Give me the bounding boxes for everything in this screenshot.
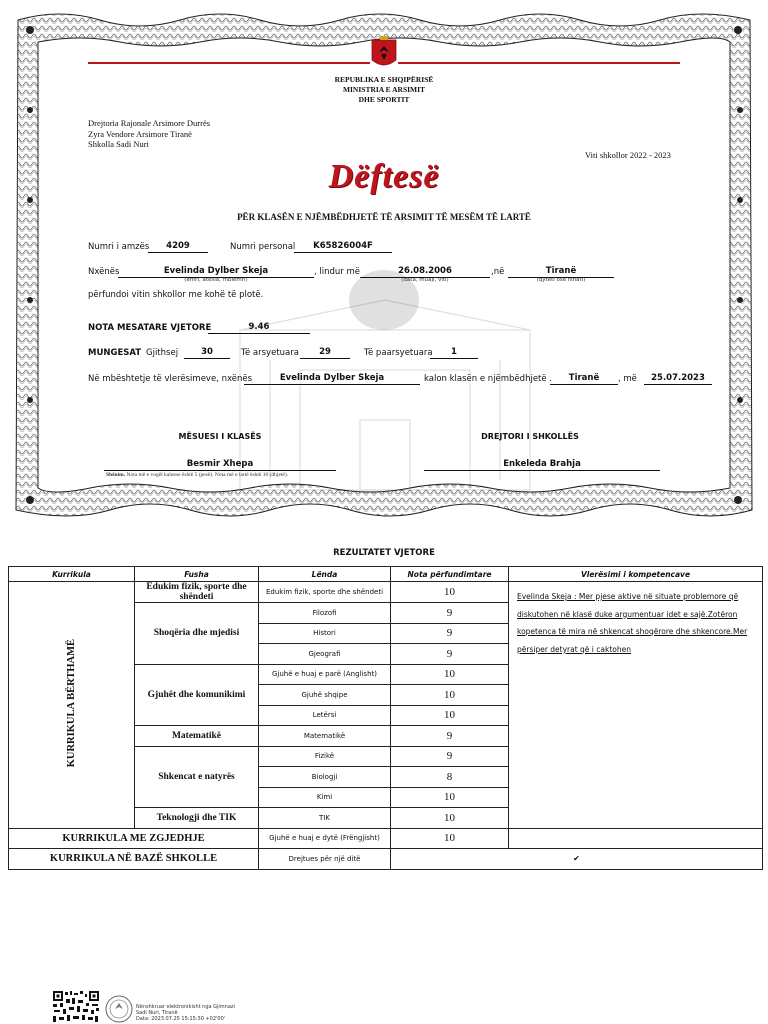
- issue-date: 25.07.2023: [644, 373, 712, 385]
- table-row: [9, 582, 763, 603]
- results-title: REZULTATET VJETORE: [333, 548, 435, 558]
- check-icon: ✔: [391, 849, 763, 870]
- total-value: 30: [184, 347, 230, 359]
- school-year: Viti shkollor 2022 - 2023: [585, 150, 671, 160]
- school-curriculum-label: KURRIKULA NË BAZË SHKOLLE: [9, 849, 259, 870]
- lenda-cell: Gjuhë e huaj e dytë (Frëngjisht): [259, 828, 391, 849]
- born-label: , lindur më: [314, 267, 361, 277]
- e-signature-stamp: [136, 1004, 235, 1022]
- lenda-cell: Gjeografi: [259, 644, 391, 665]
- nota-cell: 10: [391, 808, 509, 829]
- document-title: Dëftesë: [328, 158, 440, 195]
- core-curriculum-label: KURRIKULA BËRTHAMË: [66, 638, 77, 767]
- director-title: DREJTORI I SHKOLLËS: [481, 432, 579, 441]
- nota-cell: 10: [391, 705, 509, 726]
- lenda-cell: Histori: [259, 623, 391, 644]
- issue-place: Tiranë: [550, 373, 618, 385]
- lenda-cell: Edukim fizik, sporte dhe shëndeti: [259, 582, 391, 603]
- director-name: Enkeleda Brahja: [424, 459, 660, 471]
- table-row: [9, 849, 763, 870]
- lenda-cell: Filozofi: [259, 603, 391, 624]
- completed-text: përfundoi vitin shkollor me kohë të plotë.: [88, 290, 264, 300]
- nota-cell: 8: [391, 767, 509, 788]
- stamp-line-3: Data: 2023.07.25 15:15:30 +02'00': [136, 1016, 226, 1022]
- republic-name: REPUBLIKA E SHQIPËRISË: [334, 75, 434, 84]
- personal-label: Numri personal: [230, 242, 296, 252]
- nota-cell: 10: [391, 787, 509, 808]
- based-text: Në mbështetje të vlerësimeve, nxënës: [88, 374, 253, 384]
- albanian-emblem: [372, 36, 396, 65]
- unjustified-value: 1: [430, 347, 478, 359]
- ne-label: ,në: [491, 267, 505, 277]
- personal-value: K65826004F: [294, 241, 392, 253]
- fusha-cell: Shoqëria dhe mjedisi: [135, 603, 259, 665]
- lenda-cell: Fizikë: [259, 746, 391, 767]
- qr-code-icon: [52, 990, 100, 1024]
- header-kurrikula: Kurrikula: [9, 567, 135, 582]
- place-hint: (qyteti ose fshati): [536, 277, 586, 283]
- header-fusha: Fusha: [135, 567, 259, 582]
- stamp-line-2: Sadi Nuri, Tiranë: [136, 1010, 178, 1016]
- average-value: 9.46: [208, 322, 310, 334]
- nxenes-label: Nxënës: [88, 267, 120, 277]
- note: [106, 472, 288, 478]
- based-student-name: Evelinda Dylber Skeja: [244, 373, 420, 385]
- school-name: Shkolla Sadi Nuri: [88, 139, 149, 149]
- office: Zyra Vendore Arsimore Tiranë: [88, 128, 192, 139]
- document-subtitle: PËR KLASËN E NJËMBËDHJETË TË ARSIMIT TË MESËM TË LARTË: [237, 212, 531, 222]
- birth-date: 26.08.2006: [360, 266, 490, 278]
- ministry-name-2: DHE SPORTIT: [358, 95, 410, 104]
- fusha-cell: Teknologji dhe TIK: [135, 808, 259, 829]
- total-label: Gjithsej: [146, 348, 179, 358]
- amzes-value: 4209: [148, 241, 208, 253]
- lenda-cell: TIK: [259, 808, 391, 829]
- nota-cell: 9: [391, 746, 509, 767]
- date-hint: (data, muaji, viti): [401, 277, 449, 283]
- amzes-label: Numri i amzës: [88, 242, 150, 252]
- elective-curriculum-label: KURRIKULA ME ZGJEDHJE: [9, 828, 259, 849]
- red-line-right: [398, 62, 680, 64]
- absences-label: MUNGESAT: [88, 348, 142, 358]
- justified-label: Të arsyetuara: [241, 348, 299, 358]
- government-header: [300, 75, 468, 105]
- red-line-left: [88, 62, 370, 64]
- justified-value: 29: [300, 347, 350, 359]
- lenda-cell: Letërsi: [259, 705, 391, 726]
- results-table: [8, 566, 763, 870]
- ministry-name: MINISTRIA E ARSIMIT: [342, 85, 426, 94]
- fusha-cell: Shkencat e natyrës: [135, 746, 259, 808]
- nota-cell: 9: [391, 726, 509, 747]
- note-text: Nota më e vogël kaluese është 5 (pesë). Nota më e lartë është 10 (dhjetë).: [126, 472, 289, 478]
- note-label: Shënim.: [106, 472, 126, 478]
- me-label: , më: [618, 374, 637, 384]
- nota-cell: 9: [391, 603, 509, 624]
- fusha-cell: Gjuhët dhe komunikimi: [135, 664, 259, 726]
- name-hint: (emri, atësia, mbiemri): [184, 277, 248, 283]
- nota-cell: 10: [391, 582, 509, 603]
- issuer-block: [88, 118, 210, 150]
- nota-cell: 10: [391, 685, 509, 706]
- teacher-title: MËSUESI I KLASËS: [178, 432, 262, 441]
- unjustified-label: Të paarsyetuara: [364, 348, 433, 358]
- lenda-cell: Drejtues për një ditë: [259, 849, 391, 870]
- average-label: NOTA MESATARE VJETORE: [88, 323, 212, 333]
- lenda-cell: Gjuhë shqipe: [259, 685, 391, 706]
- lenda-cell: Matematikë: [259, 726, 391, 747]
- table-row: [9, 828, 763, 849]
- core-curriculum-cell: [9, 582, 135, 829]
- lenda-cell: Biologji: [259, 767, 391, 788]
- header-nota: Nota përfundimtare: [391, 567, 509, 582]
- seal-icon: [104, 994, 134, 1024]
- nota-cell: 10: [391, 664, 509, 685]
- stamp-line-1: Nënshkruar elektronikisht nga Gjimnazi: [136, 1004, 235, 1010]
- header-competences: Vlerësimi i kompetencave: [509, 567, 763, 582]
- competence-assessment: Evelinda Skeja : Mer pjese aktive në situate problemore që diskutohen në klasë duke argumentuar idet e sajë.Zotëron kopetenca të mira në shkencat shoqërore dhe shkencore.Mer përsiper detyrat që i caktohen: [509, 582, 763, 829]
- lenda-cell: Kimi: [259, 787, 391, 808]
- teacher-name: Besmir Xhepa: [104, 459, 336, 471]
- header-lenda: Lënda: [259, 567, 391, 582]
- empty-cell: [509, 828, 763, 849]
- fusha-cell: Matematikë: [135, 726, 259, 747]
- directorate: Drejtoria Rajonale Arsimore Durrës: [88, 118, 211, 128]
- nota-cell: 9: [391, 644, 509, 665]
- birth-place: Tiranë: [508, 266, 614, 278]
- nota-cell: 10: [391, 828, 509, 849]
- passed-text: kalon klasën e njëmbëdhjetë .: [424, 374, 553, 384]
- student-name: Evelinda Dylber Skeja: [118, 266, 314, 278]
- nota-cell: 9: [391, 623, 509, 644]
- fusha-cell: Edukim fizik, sporte dhe shëndeti: [135, 582, 259, 603]
- table-header-row: [9, 567, 763, 582]
- lenda-cell: Gjuhë e huaj e parë (Anglisht): [259, 664, 391, 685]
